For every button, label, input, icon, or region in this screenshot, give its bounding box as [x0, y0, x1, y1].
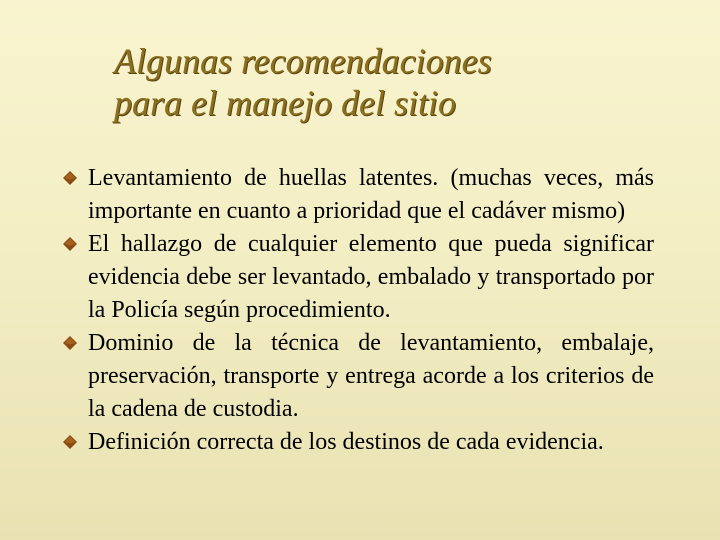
bullet-text: El hallazgo de cualquier elemento que pueda significar evidencia debe ser levantado, embalado y transportado por la Policía según procedimiento.	[88, 231, 654, 323]
bullet-item	[62, 426, 654, 459]
title-line-2: para el manejo del sitio	[114, 83, 456, 123]
slide-title	[114, 40, 634, 124]
bullet-text: Dominio de la técnica de levantamiento, embalaje, preservación, transporte y entrega acorde a los criterios de la cadena de custodia.	[88, 330, 654, 422]
bullet-item	[62, 228, 654, 327]
diamond-bullet-icon	[63, 237, 77, 251]
title-line-1: Algunas recomendaciones	[114, 41, 492, 81]
bullet-item	[62, 162, 654, 228]
diamond-bullet-icon	[63, 171, 77, 185]
diamond-bullet-icon	[63, 435, 77, 449]
bullet-item	[62, 327, 654, 426]
diamond-bullet-icon	[63, 336, 77, 350]
bullet-text: Levantamiento de huellas latentes. (muchas veces, más importante en cuanto a prioridad que el cadáver mismo)	[88, 165, 654, 224]
bullet-text: Definición correcta de los destinos de cada evidencia.	[88, 429, 604, 455]
bullet-list	[62, 162, 654, 459]
